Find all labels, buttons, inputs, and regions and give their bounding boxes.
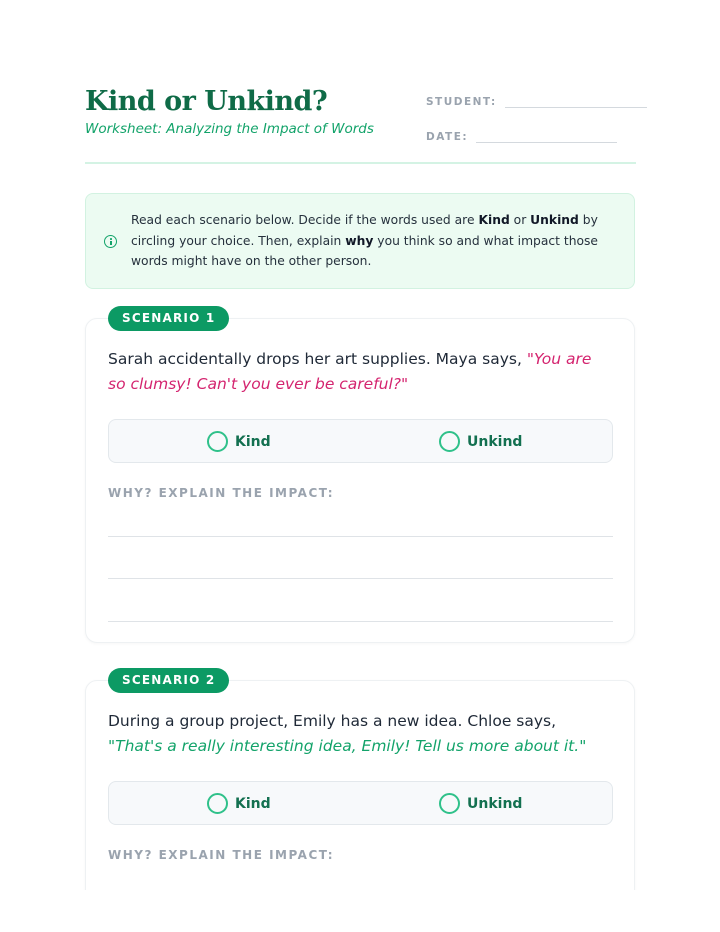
scenario-card-2	[85, 673, 635, 890]
date-label: DATE:	[426, 131, 469, 143]
page-title: Kind or Unkind?	[85, 86, 328, 117]
choice-label: Kind	[235, 795, 271, 812]
radio-circle-icon[interactable]	[439, 431, 460, 452]
scenario-quote: "You are so clumsy! Can't you ever be careful?"	[108, 350, 592, 393]
choice-unkind[interactable]	[439, 793, 522, 814]
choice-kind[interactable]	[207, 431, 271, 452]
radio-circle-icon[interactable]	[207, 431, 228, 452]
choice-label: Unkind	[467, 433, 523, 450]
scenario-quote: "That's a really interesting idea, Emily! Tell us more about it."	[108, 737, 587, 755]
answer-line[interactable]	[108, 536, 613, 537]
choice-label: Kind	[235, 433, 271, 450]
choice-unkind[interactable]	[439, 431, 522, 452]
scenario-badge: SCENARIO 2	[108, 668, 229, 693]
radio-circle-icon[interactable]	[439, 793, 460, 814]
student-meta	[426, 88, 647, 143]
student-name-field[interactable]	[505, 92, 647, 108]
scenario-badge: SCENARIO 1	[108, 306, 229, 331]
choice-group	[108, 419, 613, 463]
info-icon	[104, 235, 117, 248]
student-label: STUDENT:	[426, 96, 497, 108]
choice-group	[108, 781, 613, 825]
scenario-card-1	[85, 311, 635, 643]
page-subtitle: Worksheet: Analyzing the Impact of Words	[85, 121, 374, 137]
choice-label: Unkind	[467, 795, 523, 812]
date-field[interactable]	[476, 127, 617, 143]
scenario-text: During a group project, Emily has a new idea. Chloe says, "That's a really interesting idea, Emily! Tell us more about it."	[108, 712, 587, 755]
why-label: WHY? EXPLAIN THE IMPACT:	[108, 486, 335, 500]
instructions-text: Read each scenario below. Decide if the words used are Kind or Unkind by circling your choice. Then, explain why you think so and what impact those words might have on the other person.	[131, 213, 598, 268]
scenario-text: Sarah accidentally drops her art supplies. Maya says, "You are so clumsy! Can't you ever be careful?"	[108, 350, 592, 393]
header-divider	[85, 162, 636, 164]
why-label: WHY? EXPLAIN THE IMPACT:	[108, 848, 335, 862]
choice-kind[interactable]	[207, 793, 271, 814]
answer-line[interactable]	[108, 578, 613, 579]
instructions-box	[85, 193, 635, 289]
answer-line[interactable]	[108, 621, 613, 622]
student-row	[426, 88, 647, 108]
date-row	[426, 123, 647, 143]
radio-circle-icon[interactable]	[207, 793, 228, 814]
